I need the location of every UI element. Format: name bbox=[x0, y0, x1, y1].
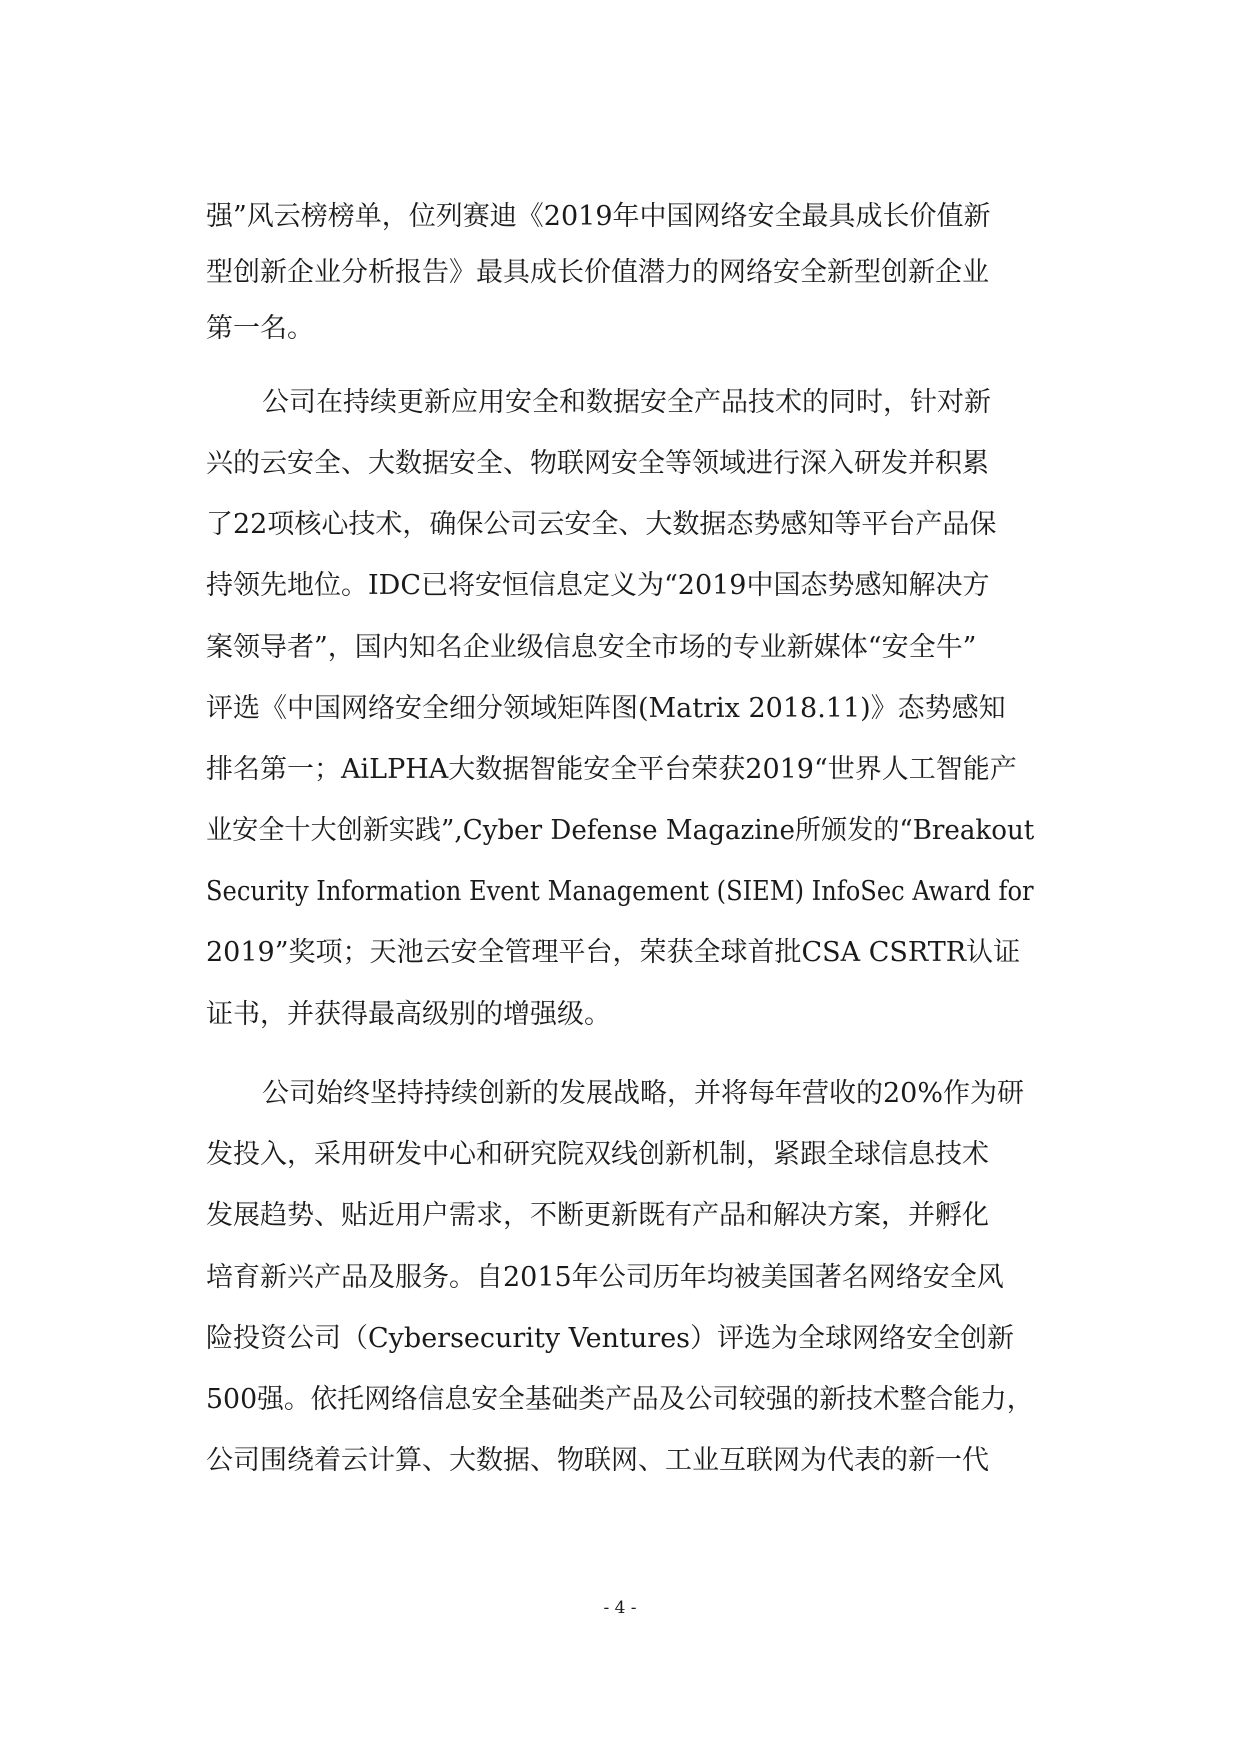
text-line: 第一名。 bbox=[206, 313, 314, 344]
text-line: 强”风云榜榜单，位列赛迪《2019年中国网络安全最具成长价值新 bbox=[206, 201, 991, 232]
text-line: 排名第一；AiLPHA大数据智能安全平台荣获2019“世界人工智能产 bbox=[206, 754, 1017, 785]
text-line: 公司围绕着云计算、大数据、物联网、工业互联网为代表的新一代 bbox=[206, 1445, 989, 1476]
text-line: 发投入，采用研发中心和研究院双线创新机制，紧跟全球信息技术 bbox=[206, 1139, 989, 1170]
text-line: 培育新兴产品及服务。自2015年公司历年均被美国著名网络安全风 bbox=[206, 1262, 1004, 1293]
page-number: - 4 - bbox=[603, 1598, 637, 1618]
text-line: 持领先地位。IDC已将安恒信息定义为“2019中国态势感知解决方 bbox=[206, 570, 990, 601]
text-line: 兴的云安全、大数据安全、物联网安全等领域进行深入研发并积累 bbox=[206, 448, 989, 479]
text-line: 评选《中国网络安全细分领域矩阵图(Matrix 2018.11)》态势感知 bbox=[206, 693, 1006, 724]
text-line: 业安全十大创新实践”,Cyber Defense Magazine所颁发的“Breakout bbox=[206, 815, 1035, 846]
text-line: 了22项核心技术，确保公司云安全、大数据态势感知等平台产品保 bbox=[206, 509, 997, 540]
text-line: 证书，并获得最高级别的增强级。 bbox=[206, 999, 611, 1030]
text-line: 案领导者”，国内知名企业级信息安全市场的专业新媒体“安全牛” bbox=[206, 632, 977, 663]
text-line: 公司始终坚持持续创新的发展战略，并将每年营收的20%作为研 bbox=[262, 1078, 1025, 1109]
text-line: Security Information Event Management (SIEM) InfoSec Award for bbox=[206, 876, 1034, 907]
text-line: 500强。依托网络信息安全基础类产品及公司较强的新技术整合能力， bbox=[206, 1384, 1034, 1415]
text-line: 公司在持续更新应用安全和数据安全产品技术的同时，针对新 bbox=[262, 387, 991, 418]
text-line: 险投资公司（Cybersecurity Ventures）评选为全球网络安全创新 bbox=[206, 1323, 1015, 1354]
text-line: 2019”奖项；天池云安全管理平台，荣获全球首批CSA CSRTR认证 bbox=[206, 937, 1021, 968]
text-line: 型创新企业分析报告》最具成长价值潜力的网络安全新型创新企业 bbox=[206, 257, 989, 288]
text-line: 发展趋势、贴近用户需求，不断更新既有产品和解决方案，并孵化 bbox=[206, 1200, 989, 1231]
